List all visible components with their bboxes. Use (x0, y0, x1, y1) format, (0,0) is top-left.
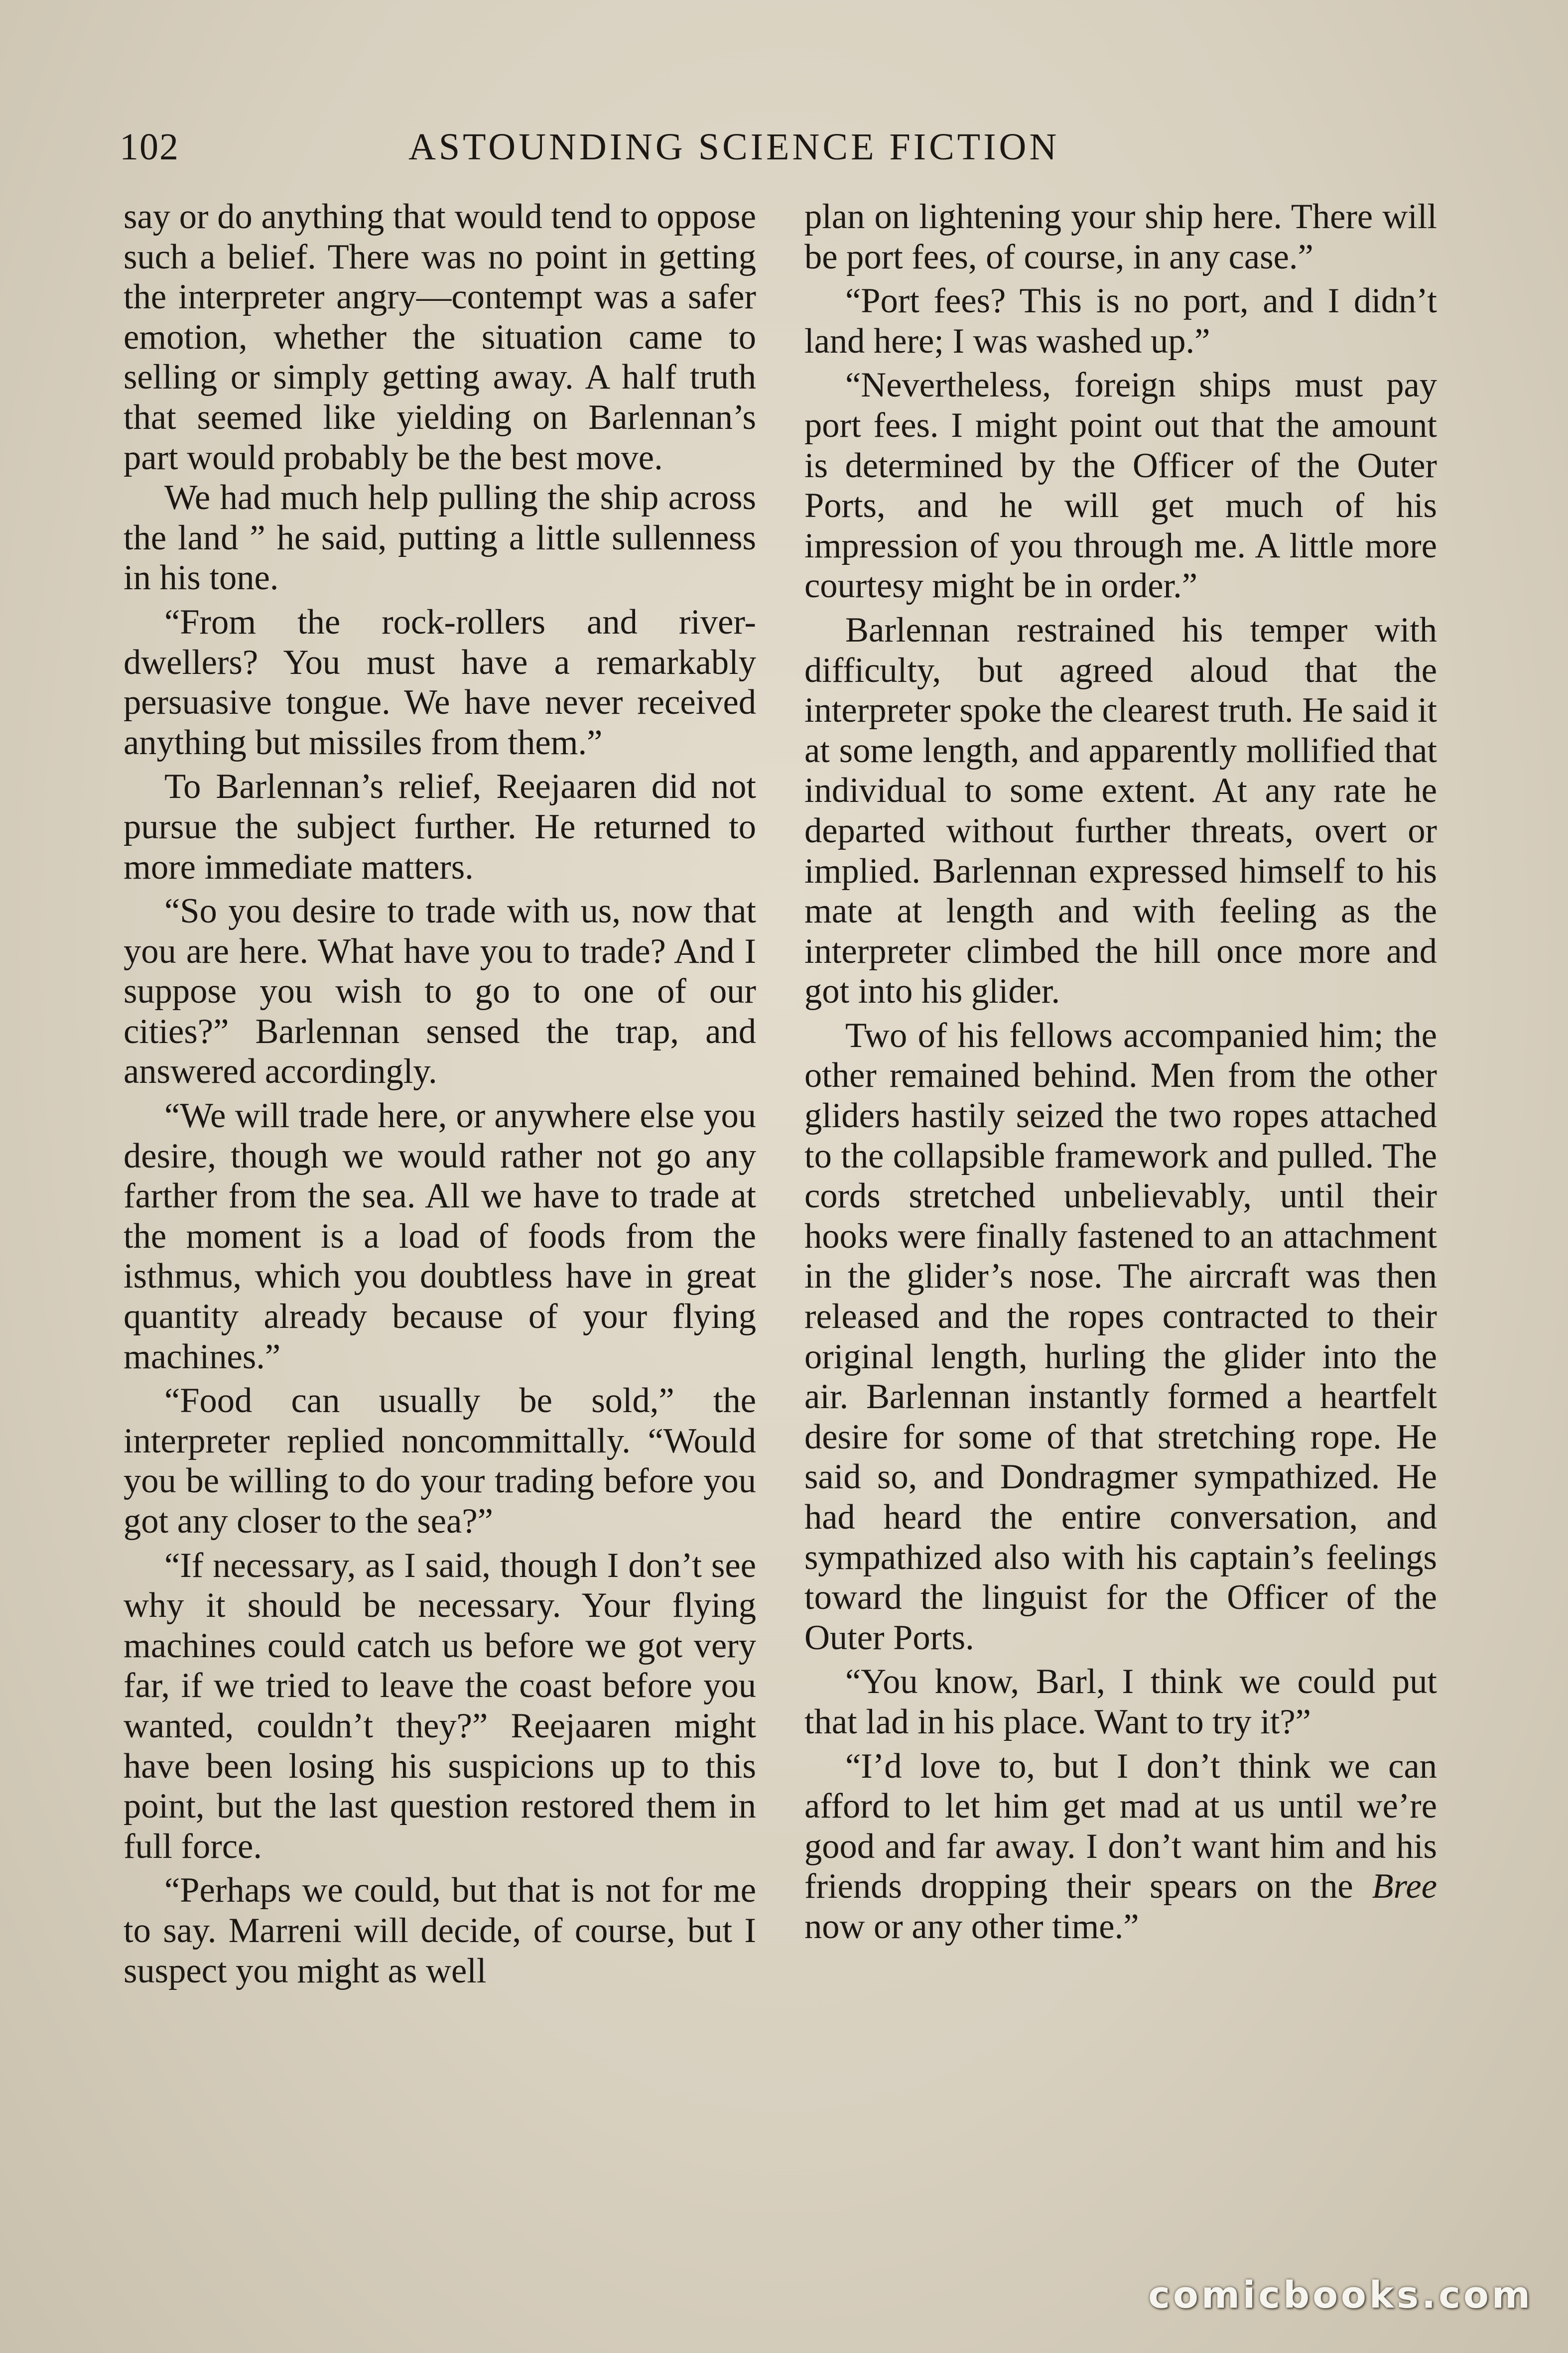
paragraph: We had much help pulling the ship across the land ” he said, putting a little sullenness in his tone. (124, 478, 756, 598)
paragraph: say or do anything that would tend to oppose such a belief. There was no point in getting the interpreter angry—contempt was a safer emotion, whether the situation came to selling or simply getting away. A half truth that seemed like yielding on Barlennan’s part would probably be the best move. (124, 197, 756, 477)
paragraph-text: “I’d love to, but I don’t think we can afford to let him get mad at us until we’re good and far away. I don’t want him and his friends dropping their spears on the (804, 1746, 1437, 1906)
left-column (124, 197, 756, 2214)
paragraph: “From the rock-rollers and river-dwellers? You must have a remarkably persuasive tongue. We have never received anything but missiles from them.” (124, 602, 756, 762)
paragraph: “Perhaps we could, but that is not for me to say. Marreni will decide, of course, but I suspect you might as well (124, 1871, 756, 1990)
watermark: comicbooks.com (1148, 2274, 1533, 2317)
paragraph: “Nevertheless, foreign ships must pay port fees. I might point out that the amount is determined by the Officer of the Outer Ports, and he will get much of his impression of you through me. A little more courtesy might be in order.” (804, 366, 1437, 606)
paragraph: To Barlennan’s relief, Reejaaren did not pursue the subject further. He returned to more immediate matters. (124, 767, 756, 887)
paragraph: Barlennan restrained his temper with difficulty, but agreed aloud that the interpreter spoke the clearest truth. He said it at some length, and apparently mollified that individual to some extent. At any rate he departed without further threats, overt or implied. Barlennan expressed himself to his mate at length and with feeling as the interpreter climbed the hill once more and got into his glider. (804, 610, 1437, 1011)
right-column (804, 197, 1437, 2214)
paragraph-text: now or any other time.” (804, 1907, 1139, 1946)
paragraph: “We will trade here, or anywhere else you desire, though we would rather not go any farther from the sea. All we have to trade at the moment is a load of foods from the isthmus, which you doubtless have in great quantity already because of your flying machines.” (124, 1096, 756, 1376)
paragraph: “You know, Barl, I think we could put that lad in his place. Want to try it?” (804, 1662, 1437, 1741)
running-title: ASTOUNDING SCIENCE FICTION (408, 126, 1060, 168)
paragraph (804, 1746, 1437, 1947)
paragraph: “If necessary, as I said, though I don’t see why it should be necessary. Your flying machines could catch us before we got very far, if we tried to leave the coast before you wanted, couldn’t they?” Reejaaren might have been losing his suspicions up to this point, but the last question restored them in full force. (124, 1546, 756, 1866)
paragraph: “Food can usually be sold,” the interpreter replied noncommittally. “Would you be willing to do your trading before you got any closer to the sea?” (124, 1381, 756, 1541)
paragraph: “Port fees? This is no port, and I didn’t land here; I was washed up.” (804, 281, 1437, 361)
ship-name: Bree (1372, 1867, 1437, 1906)
paragraph: plan on lightening your ship here. There will be port fees, of course, in any case.” (804, 197, 1437, 276)
paragraph: “So you desire to trade with us, now that you are here. What have you to trade? And I suppose you wish to go to one of our cities?” Barlennan sensed the trap, and answered accordingly. (124, 892, 756, 1091)
page-number: 102 (120, 126, 179, 168)
paragraph: Two of his fellows accompanied him; the other remained behind. Men from the other gliders hastily seized the two ropes attached to the collapsible framework and pulled. The cords stretched unbelievably, until their hooks were finally fastened to an attachment in the glider’s nose. The aircraft was then released and the ropes contracted to their original length, hurling the glider into the air. Barlennan instantly formed a heartfelt desire for some of that stretching rope. He said so, and Dondragmer sympathized. He had heard the entire conversation, and sympathized also with his captain’s feelings toward the linguist for the Officer of the Outer Ports. (804, 1016, 1437, 1657)
page-header (120, 120, 1444, 174)
